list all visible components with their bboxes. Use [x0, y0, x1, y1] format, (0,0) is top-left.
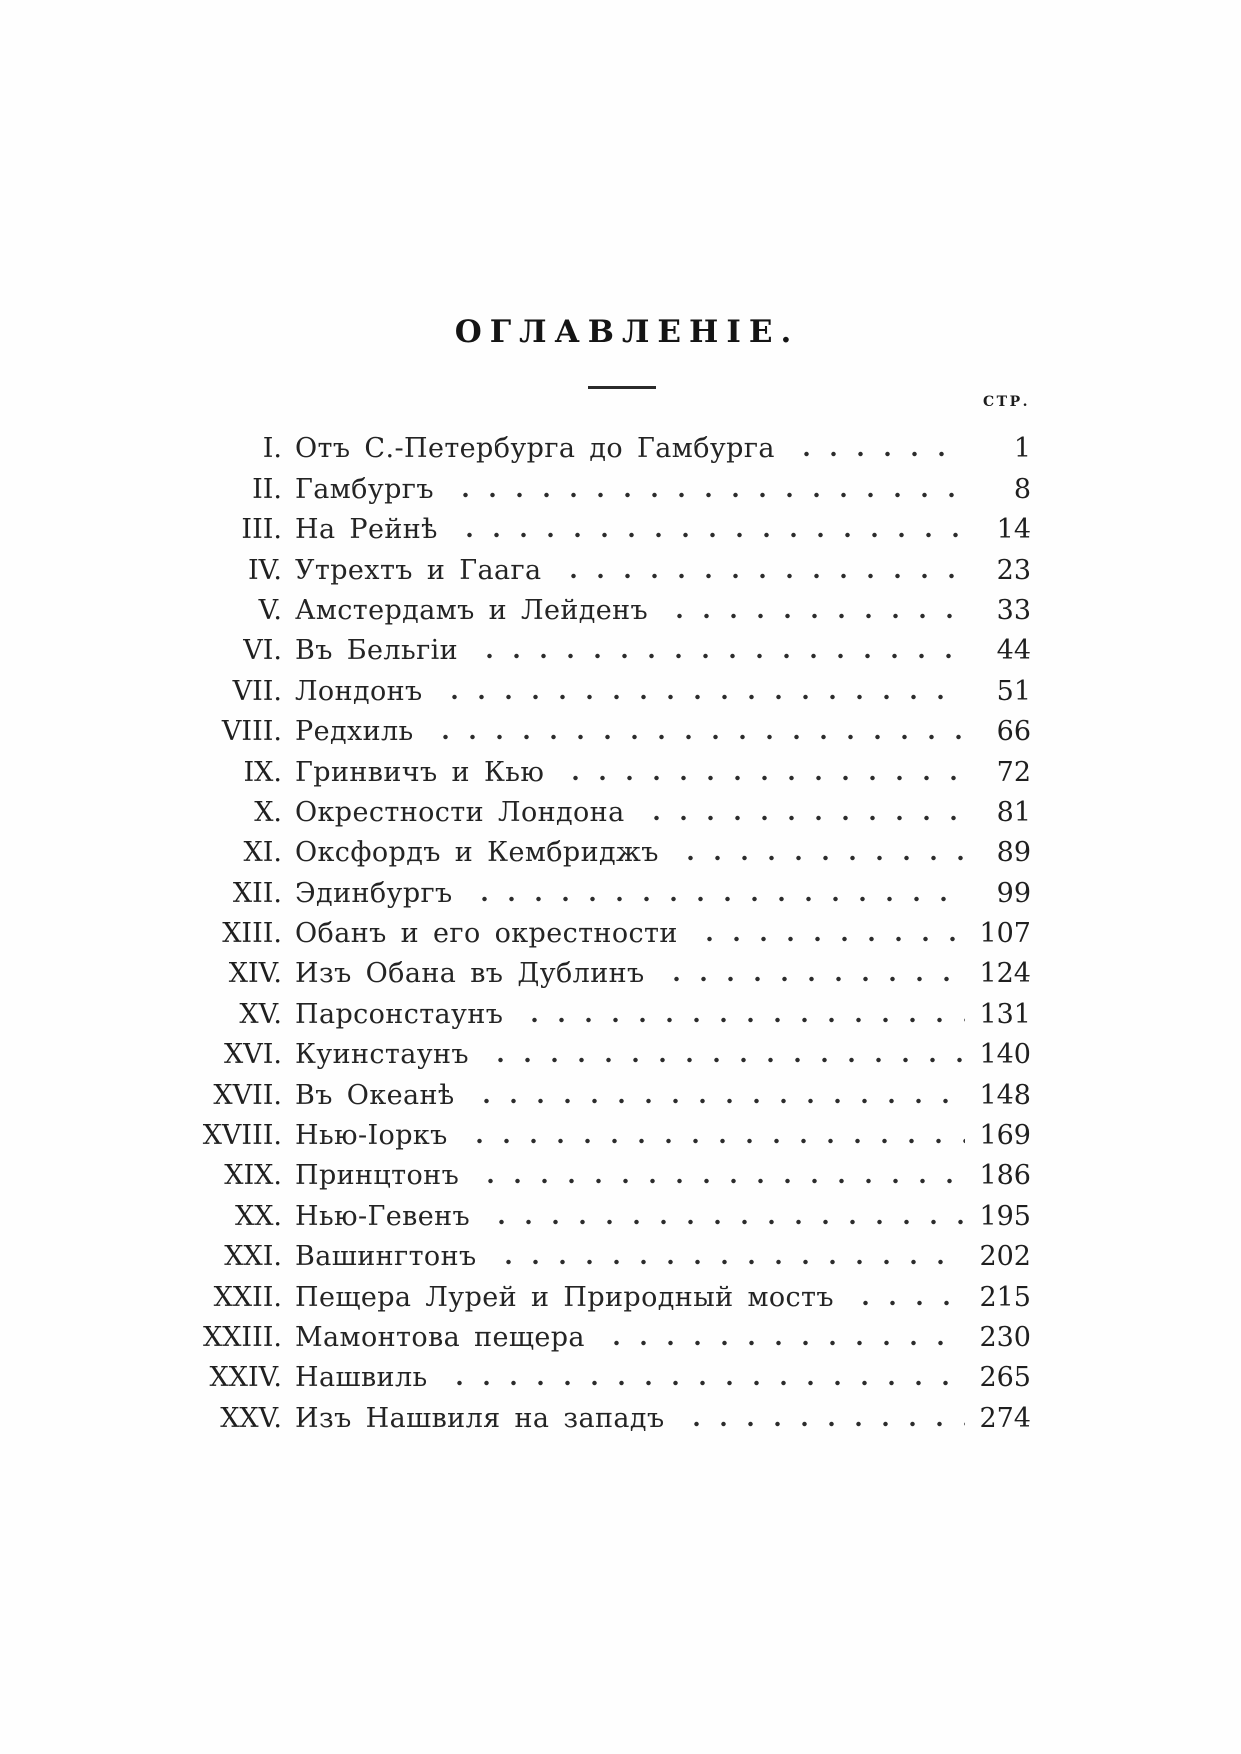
- dot-leader-icon: [489, 1240, 965, 1274]
- toc-roman-numeral: VII.: [232, 675, 282, 707]
- toc-page-number: 51: [996, 675, 1031, 707]
- toc-roman-numeral: III.: [241, 514, 282, 546]
- toc-row: [190, 709, 1031, 749]
- toc-row: [190, 426, 1031, 466]
- dot-leader-icon: [470, 634, 965, 668]
- toc-page-number: 124: [979, 958, 1031, 990]
- toc-page-number: 274: [979, 1402, 1031, 1434]
- toc-page-number: 148: [979, 1079, 1031, 1111]
- dot-leader-icon: [426, 715, 965, 749]
- toc-page-number: 14: [996, 514, 1031, 546]
- toc-roman-numeral: XVII.: [213, 1079, 282, 1111]
- toc-roman-numeral: XXV.: [220, 1402, 282, 1434]
- toc-page-number: 8: [1013, 473, 1031, 505]
- dot-leader-icon: [465, 877, 965, 911]
- toc-row: [190, 1315, 1031, 1355]
- dot-leader-icon: [556, 756, 965, 790]
- toc-roman-numeral: XIV.: [228, 958, 282, 990]
- toc-row: [190, 1032, 1031, 1072]
- toc-page-number: 169: [979, 1120, 1031, 1152]
- dot-leader-icon: [597, 1321, 965, 1355]
- dot-leader-icon: [671, 836, 965, 870]
- toc-roman-numeral: XXI.: [224, 1241, 282, 1273]
- toc-page-number: 202: [979, 1241, 1031, 1273]
- toc-entry-title: Нью-Гевенъ: [295, 1200, 471, 1232]
- toc-entry-title: Изъ Обана въ Дублинъ: [295, 958, 645, 990]
- toc-entry-title: Въ Бельгіи: [295, 635, 459, 667]
- toc-page-number: 89: [996, 837, 1031, 869]
- dot-leader-icon: [657, 957, 965, 991]
- toc-roman-numeral: IV.: [247, 554, 282, 586]
- toc-roman-numeral: X.: [254, 796, 282, 828]
- toc-entry-title: Гринвичъ и Кью: [295, 756, 545, 788]
- dot-leader-icon: [515, 998, 965, 1032]
- toc-entry-title: Отъ С.-Петербурга до Гамбурга: [295, 433, 775, 465]
- dot-leader-icon: [471, 1159, 965, 1193]
- dot-leader-icon: [677, 1402, 965, 1436]
- toc-page-number: 140: [979, 1039, 1031, 1071]
- dot-leader-icon: [440, 1361, 965, 1395]
- toc-page-number: 1: [1013, 433, 1031, 465]
- dot-leader-icon: [446, 473, 965, 507]
- title-divider-rule: [588, 386, 656, 389]
- toc-roman-numeral: VI.: [243, 635, 282, 667]
- toc-page-number: 230: [979, 1321, 1031, 1353]
- toc-page-number: 131: [979, 998, 1031, 1030]
- dot-leader-icon: [787, 432, 965, 466]
- toc-row: [190, 1113, 1031, 1153]
- dot-leader-icon: [481, 1038, 965, 1072]
- toc-page-number: 66: [996, 716, 1031, 748]
- toc-row: [190, 790, 1031, 830]
- toc-page-number: 23: [996, 554, 1031, 586]
- toc-entry-title: Амстердамъ и Лейденъ: [295, 594, 649, 626]
- toc-row: [190, 951, 1031, 991]
- toc-row: [190, 588, 1031, 628]
- toc-page-number: 107: [979, 918, 1031, 950]
- dot-leader-icon: [637, 796, 965, 830]
- toc-roman-numeral: XV.: [239, 998, 282, 1030]
- toc-roman-numeral: XXIII.: [202, 1321, 282, 1353]
- toc-entry-title: Нашвиль: [295, 1362, 428, 1394]
- toc-row: [190, 830, 1031, 870]
- toc-roman-numeral: I.: [262, 433, 282, 465]
- toc-entry-title: Изъ Нашвиля на западъ: [295, 1402, 665, 1434]
- toc-page-number: 72: [996, 756, 1031, 788]
- toc-roman-numeral: XX.: [234, 1200, 282, 1232]
- toc-row: [190, 507, 1031, 547]
- toc-row: [190, 668, 1031, 708]
- toc-row: [190, 1153, 1031, 1193]
- toc-roman-numeral: VIII.: [221, 716, 282, 748]
- toc-entry-title: Нью-Іоркъ: [295, 1120, 448, 1152]
- toc-roman-numeral: XVIII.: [202, 1120, 282, 1152]
- toc-entry-title: Мамонтова пещера: [295, 1321, 585, 1353]
- page-title: ОГЛАВЛЕНІЕ.: [454, 314, 800, 350]
- toc-entry-title: Окрестности Лондона: [295, 796, 625, 828]
- toc-row: [190, 1395, 1031, 1435]
- toc-row: [190, 1072, 1031, 1112]
- toc-entry-title: Эдинбургъ: [295, 877, 453, 909]
- toc-page-number: 195: [979, 1200, 1031, 1232]
- toc-entry-title: Редхиль: [295, 716, 414, 748]
- toc-roman-numeral: XVI.: [224, 1039, 282, 1071]
- toc-roman-numeral: V.: [258, 594, 282, 626]
- toc-page-number: 186: [979, 1160, 1031, 1192]
- toc-row: [190, 547, 1031, 587]
- toc-entry-title: Утрехтъ и Гаага: [295, 554, 542, 586]
- dot-leader-icon: [482, 1200, 965, 1234]
- toc-entry-title: На Рейнѣ: [295, 514, 438, 546]
- toc-row: [190, 1355, 1031, 1395]
- dot-leader-icon: [467, 1079, 965, 1113]
- toc-roman-numeral: IX.: [243, 756, 282, 788]
- toc-entry-title: Вашингтонъ: [295, 1241, 477, 1273]
- dot-leader-icon: [450, 513, 965, 547]
- toc-row: [190, 628, 1031, 668]
- toc-page-number: 215: [979, 1281, 1031, 1313]
- toc-entry-title: Куинстаунъ: [295, 1039, 469, 1071]
- toc-page-number: 81: [996, 796, 1031, 828]
- toc-row: [190, 1193, 1031, 1233]
- dot-leader-icon: [460, 1119, 965, 1153]
- toc-roman-numeral: XXII.: [213, 1281, 282, 1313]
- toc-row: [190, 991, 1031, 1031]
- toc-roman-numeral: II.: [252, 473, 282, 505]
- toc-row: [190, 1274, 1031, 1314]
- toc-entry-title: Оксфордъ и Кембриджъ: [295, 837, 659, 869]
- dot-leader-icon: [846, 1281, 965, 1315]
- toc-roman-numeral: XII.: [232, 877, 282, 909]
- toc-entry-title: Гамбургъ: [295, 473, 434, 505]
- dot-leader-icon: [435, 675, 965, 709]
- toc-page-number: 265: [979, 1362, 1031, 1394]
- toc-row: [190, 749, 1031, 789]
- page-column-header: СТР.: [983, 394, 1030, 410]
- dot-leader-icon: [690, 917, 965, 951]
- toc-row: [190, 466, 1031, 506]
- toc-entry-title: Парсонстаунъ: [295, 998, 504, 1030]
- toc-roman-numeral: XI.: [243, 837, 282, 869]
- toc-page-number: 44: [996, 635, 1031, 667]
- dot-leader-icon: [660, 594, 965, 628]
- toc-roman-numeral: XIII.: [222, 918, 282, 950]
- toc-roman-numeral: XXIV.: [209, 1362, 282, 1394]
- toc-roman-numeral: XIX.: [224, 1160, 282, 1192]
- toc-entry-title: Принцтонъ: [295, 1160, 460, 1192]
- toc-entry-title: Лондонъ: [295, 675, 423, 707]
- toc-row: [190, 870, 1031, 910]
- toc-entry-title: Пещера Лурей и Природный мостъ: [295, 1281, 834, 1313]
- toc-row: [190, 911, 1031, 951]
- toc-list: [190, 426, 1031, 1436]
- toc-page-number: 33: [996, 594, 1031, 626]
- toc-page-number: 99: [996, 877, 1031, 909]
- toc-row: [190, 1234, 1031, 1274]
- dot-leader-icon: [554, 554, 965, 588]
- toc-entry-title: Обанъ и его окрестности: [295, 918, 678, 950]
- toc-entry-title: Въ Океанѣ: [295, 1079, 455, 1111]
